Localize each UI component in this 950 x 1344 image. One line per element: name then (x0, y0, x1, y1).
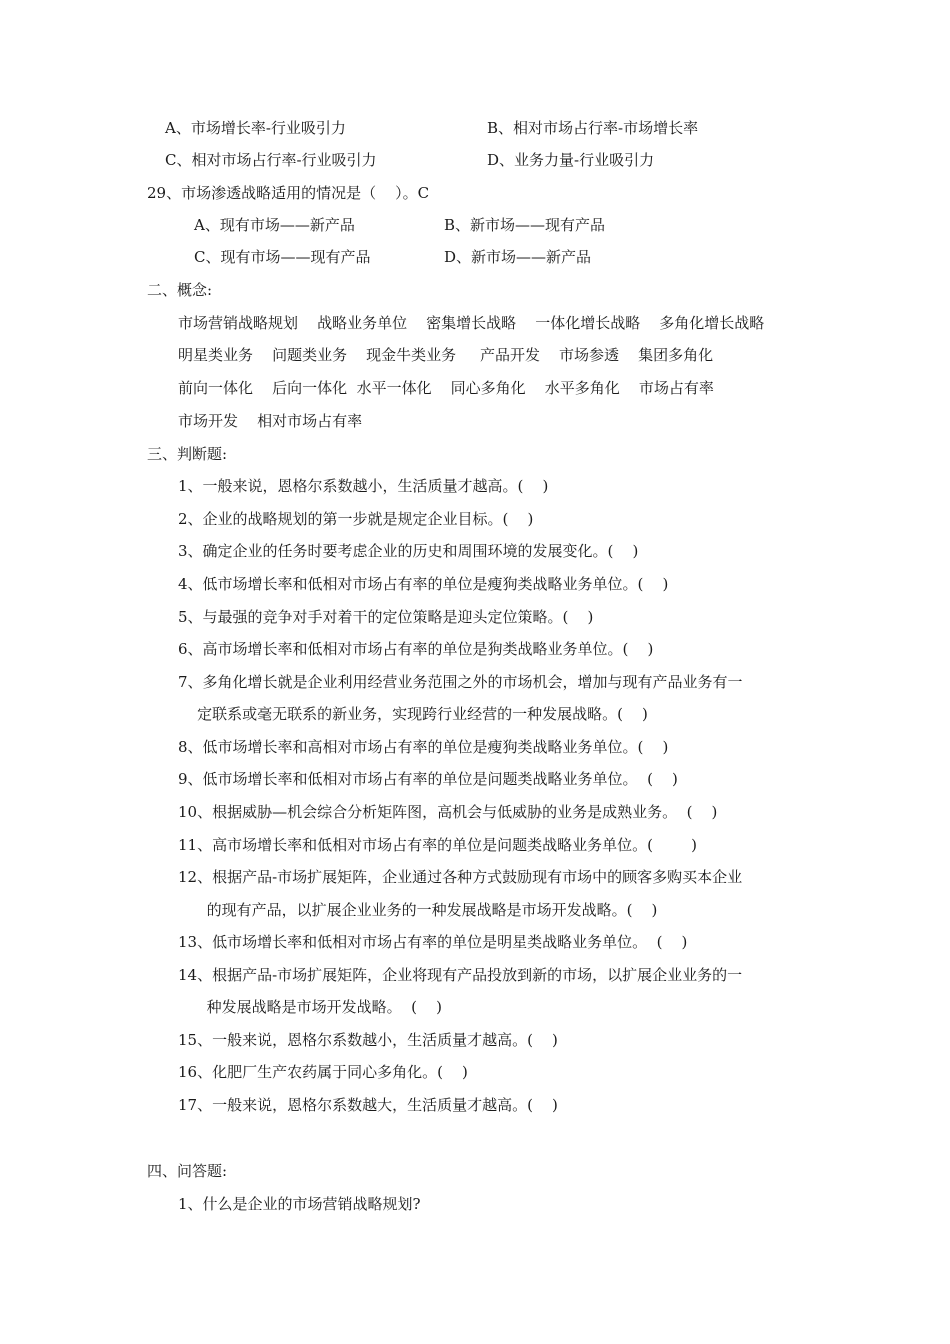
q29-option-b: B、新市场——现有产品 (444, 216, 606, 234)
section3-heading: 三、判断题: (147, 445, 228, 463)
concept-line: 明星类业务 问题类业务 现金牛类业务 产品开发 市场参透 集团多角化 (178, 346, 714, 364)
q28-option-a: A、市场增长率-行业吸引力 (165, 119, 346, 137)
q29-stem: 29、市场渗透战略适用的情况是（ ）。C (147, 184, 430, 202)
judgment-item: 10、根据威胁—机会综合分析矩阵图，高机会与低威胁的业务是成熟业务。 ( ) (178, 803, 718, 821)
judgment-item-continuation: 种发展战略是市场开发战略。 ( ) (178, 998, 442, 1016)
judgment-item: 2、企业的战略规划的第一步就是规定企业目标。( ) (178, 510, 534, 528)
qa-item: 1、什么是企业的市场营销战略规划? (178, 1195, 421, 1213)
judgment-item: 7、多角化增长就是企业利用经营业务范围之外的市场机会，增加与现有产品业务有一 (178, 673, 743, 691)
concept-line: 前向一体化 后向一体化 水平一体化 同心多角化 水平多角化 市场占有率 (178, 379, 714, 397)
judgment-item: 17、一般来说，恩格尔系数越大，生活质量才越高。( ) (178, 1096, 558, 1114)
judgment-item: 5、与最强的竞争对手对着干的定位策略是迎头定位策略。( ) (178, 608, 594, 626)
judgment-item-continuation: 的现有产品，以扩展企业业务的一种发展战略是市场开发战略。( ) (178, 901, 658, 919)
q29-option-d: D、新市场——新产品 (444, 248, 592, 266)
judgment-item: 15、一般来说，恩格尔系数越小，生活质量才越高。( ) (178, 1031, 558, 1049)
judgment-item: 9、低市场增长率和低相对市场占有率的单位是问题类战略业务单位。 ( ) (178, 770, 678, 788)
judgment-item: 1、一般来说，恩格尔系数越小，生活质量才越高。( ) (178, 477, 549, 495)
judgment-item: 3、确定企业的任务时要考虑企业的历史和周围环境的发展变化。( ) (178, 542, 639, 560)
judgment-item: 13、低市场增长率和低相对市场占有率的单位是明星类战略业务单位。 ( ) (178, 933, 688, 951)
q29-option-c: C、现有市场——现有产品 (194, 248, 371, 266)
q28-option-b: B、相对市场占行率-市场增长率 (487, 119, 699, 137)
q28-option-d: D、业务力量-行业吸引力 (487, 151, 655, 169)
judgment-item: 12、根据产品-市场扩展矩阵，企业通过各种方式鼓励现有市场中的顾客多购买本企业 (178, 868, 743, 886)
judgment-item-continuation: 定联系或毫无联系的新业务，实现跨行业经营的一种发展战略。( ) (178, 705, 648, 723)
judgment-item: 6、高市场增长率和低相对市场占有率的单位是狗类战略业务单位。( ) (178, 640, 654, 658)
judgment-item: 11、高市场增长率和低相对市场占有率的单位是问题类战略业务单位。( ) (178, 836, 697, 854)
q29-option-a: A、现有市场——新产品 (194, 216, 355, 234)
judgment-item: 16、化肥厂生产农药属于同心多角化。( ) (178, 1063, 468, 1081)
judgment-item: 4、低市场增长率和低相对市场占有率的单位是瘦狗类战略业务单位。( ) (178, 575, 669, 593)
concept-line: 市场营销战略规划 战略业务单位 密集增长战略 一体化增长战略 多角化增长战略 (178, 314, 765, 332)
judgment-item: 14、根据产品-市场扩展矩阵，企业将现有产品投放到新的市场，以扩展企业业务的一 (178, 966, 743, 984)
q28-option-c: C、相对市场占行率-行业吸引力 (165, 151, 377, 169)
concept-line: 市场开发 相对市场占有率 (178, 412, 363, 430)
judgment-item: 8、低市场增长率和高相对市场占有率的单位是瘦狗类战略业务单位。( ) (178, 738, 669, 756)
section4-heading: 四、问答题: (147, 1162, 228, 1180)
section2-heading: 二、概念: (147, 281, 213, 299)
